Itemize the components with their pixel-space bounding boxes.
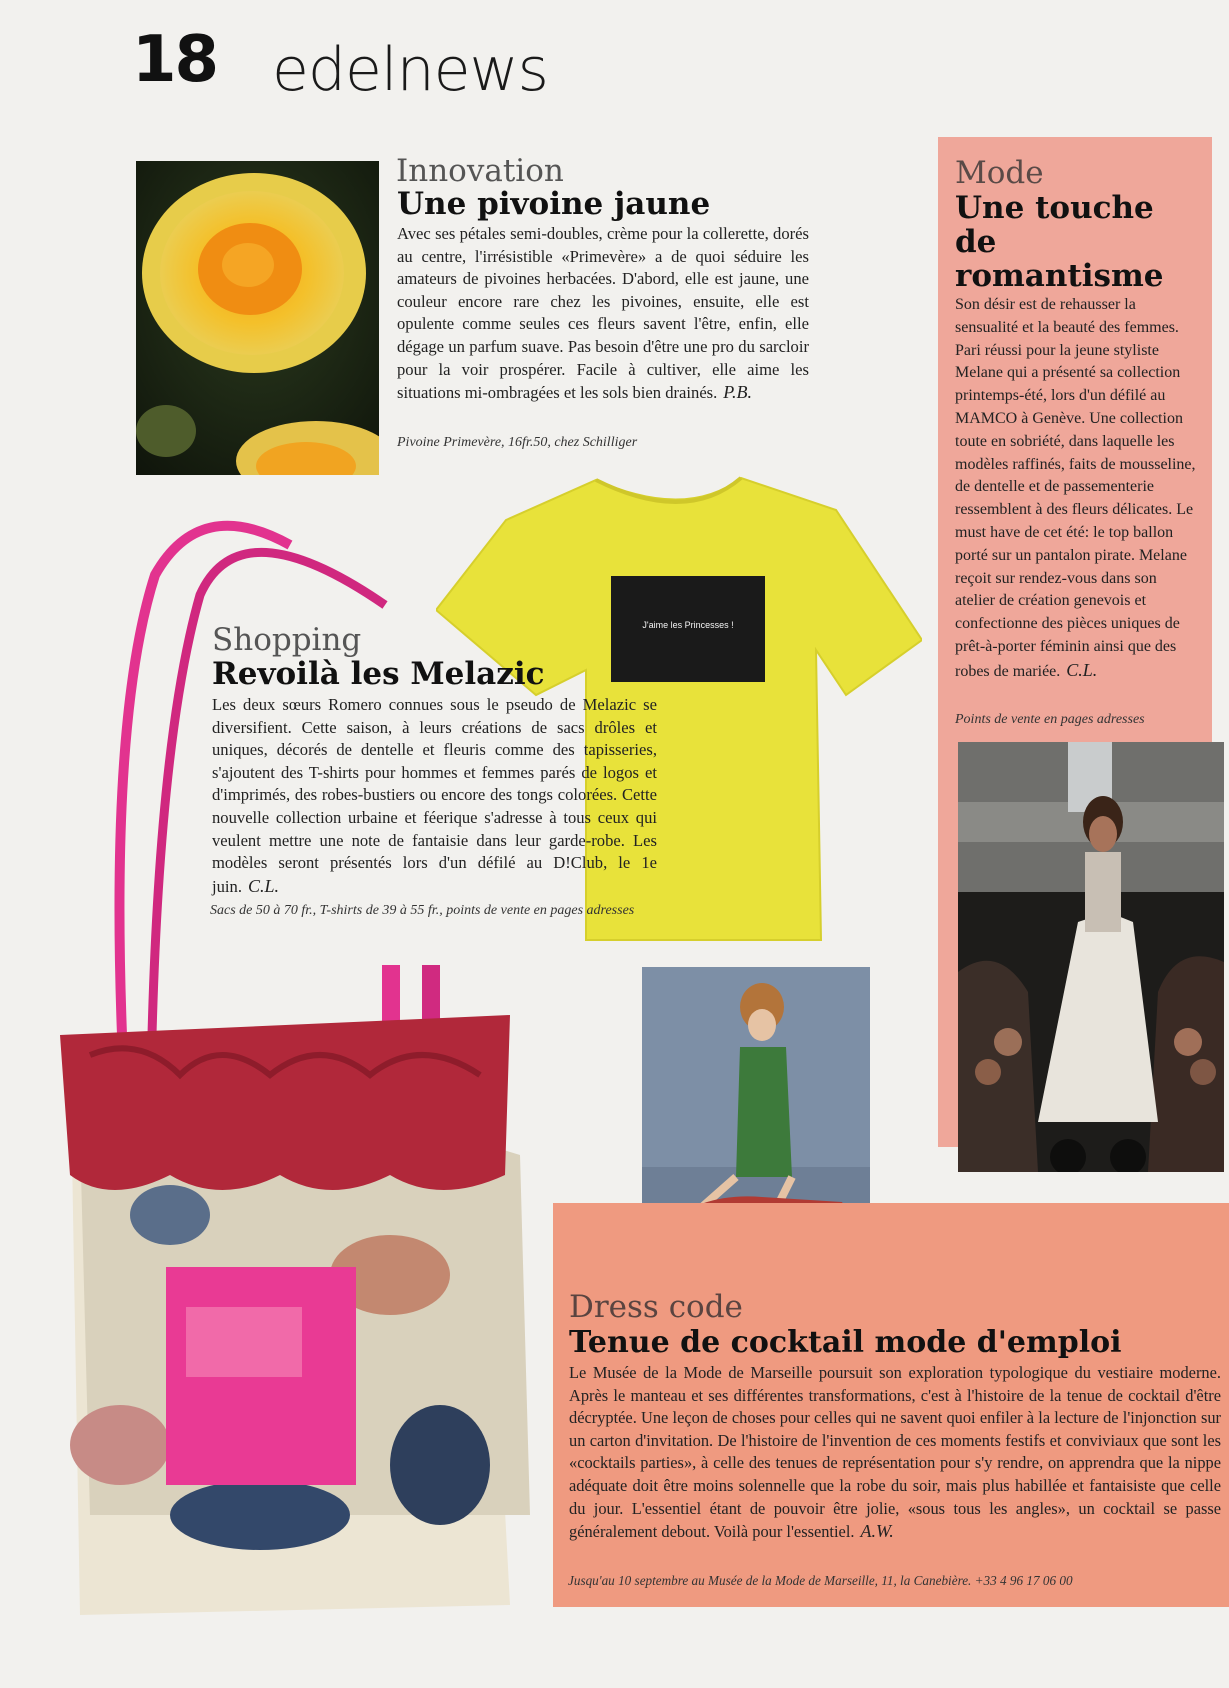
mode-body	[955, 294, 1199, 684]
innovation-caption: Pivoine Primevère, 16fr.50, chez Schilliger	[397, 435, 638, 450]
magazine-title: edelnews	[272, 35, 548, 105]
innovation-body	[397, 223, 809, 405]
runway-photo	[958, 742, 1224, 1172]
innovation-kicker: Innovation	[396, 153, 564, 189]
shopping-body	[212, 694, 657, 898]
mode-kicker: Mode	[955, 155, 1044, 191]
tshirt-print-text: J'aime les Princesses !	[642, 620, 734, 630]
shopping-body-text: Les deux sœurs Romero connues sous le pseudo de Melazic se diversifient. Cette saison, à leurs créations de sacs drôles et uniques, décorés de dentelle et fleuris comme des tapisseries, s'ajoutent des T-shirts pour hommes et femmes parés de logos et d'imprimés, des robes-bustiers ou encore des tongs colorées. Cette nouvelle collection urbaine et féerique s'adresse à tous ceux qui veulent mettre une note de fantaisie dans leur garde-robe. Les modèles seront présentés lors d'un défilé au D!Club, le 1e juin.	[212, 695, 657, 896]
dresscode-kicker: Dress code	[569, 1289, 743, 1325]
dresscode-body-text: Le Musée de la Mode de Marseille poursuit son exploration typologique du vestiaire moderne. Après le manteau et ses différentes transformations, c'est à l'histoire de la tenue de cocktail d'être décryptée. Une leçon de choses pour celles qui ne savent quoi enfiler à la lecture de l'injonction sur un carton d'invitation. De l'histoire de l'invention de ces moments festifs et conviviaux que sont les «cocktails parties», à celle des tenues de représentation pour s'y rendre, on apprendra que la nippe adéquate doit être moins solennelle que la robe du soir, mais plus habillée et fantaisiste que celle du jour. L'essentiel étant de pouvoir être jolie, «sous tous les angles», un cocktail se passe généralement debout. Voilà pour l'essentiel.	[569, 1363, 1221, 1542]
innovation-title: Une pivoine jaune	[397, 186, 711, 222]
mode-caption: Points de vente en pages adresses	[955, 712, 1145, 727]
dresscode-caption: Jusqu'au 10 septembre au Musée de la Mode de Marseille, 11, la Canebière. +33 4 96 17 06 00	[568, 1573, 1073, 1588]
page-number: 18	[132, 23, 218, 97]
mode-body-text: Son désir est de rehausser la sensualité et la beauté des femmes. Pari réussi pour la jeune styliste Melane qui a présenté sa collection printemps-été, lors d'un défilé au MAMCO à Genève. Une collection toute en sobriété, dans laquelle les modèles raffinés, faits de mousseline, de dentelle et de passementerie ressemblent à des fleurs délicates. Le must have de cet été: le top ballon porté sur un pantalon pirate. Melane reçoit sur rendez-vous dans son atelier de création genevois et confectionne des pièces uniques de prêt-à-porter féminin ainsi que des robes de mariée.	[955, 296, 1196, 680]
shopping-title: Revoilà les Melazic	[212, 656, 545, 692]
shopping-signature: C.L.	[247, 875, 279, 896]
peony-photo	[136, 161, 379, 475]
dresscode-signature: A.W.	[860, 1521, 894, 1542]
dresscode-body	[569, 1362, 1221, 1544]
shopping-caption: Sacs de 50 à 70 fr., T-shirts de 39 à 55 fr., points de vente en pages adresses	[210, 903, 635, 918]
dresscode-title: Tenue de cocktail mode d'emploi	[569, 1325, 1122, 1360]
innovation-signature: P.B.	[723, 382, 752, 403]
mode-title: Une touche de romantisme	[955, 190, 1164, 294]
innovation-body-text: Avec ses pétales semi-doubles, crème pour la collerette, dorés au centre, l'irrésistible «Primevère» a de quoi séduire les amateurs de pivoines herbacées. D'abord, elle est jaune, une couleur encore rare chez les pivoines, ensuite, elle est opulente comme seules ces fleurs savent l'être, enfin, elle dégage un parfum suave. Pas besoin d'être une pro du sarcloir pour la voir prospérer. Facile à cultiver, elle aime les situations mi-ombragées et les sols bien drainés.	[397, 224, 809, 403]
shopping-kicker: Shopping	[212, 622, 362, 658]
mode-signature: C.L.	[1066, 659, 1098, 680]
